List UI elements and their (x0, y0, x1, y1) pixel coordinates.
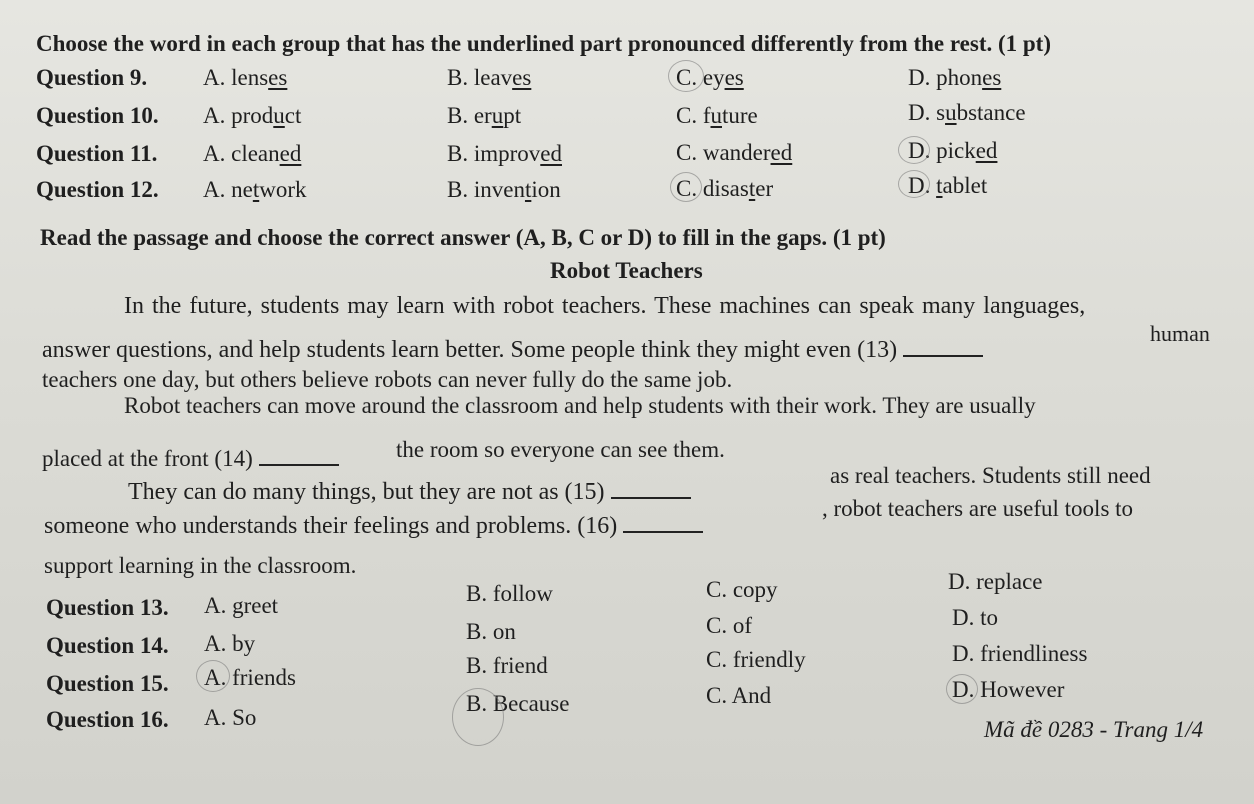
option-c: C. wandered (676, 140, 793, 165)
option-c: C. disaster (676, 176, 774, 201)
instruction-pronunciation: Choose the word in each group that has the underlined part pronounced differently from the rest. (1 pt) (36, 31, 1051, 56)
option-a: A. lenses (203, 65, 288, 90)
passage-line: Robot teachers can move around the classroom and help students with their work. They are usually (124, 393, 1036, 418)
option-d: D. substance (908, 100, 1026, 125)
option-d: D. to (952, 605, 998, 630)
gap-16 (623, 513, 703, 533)
option-a: A. friends (204, 665, 296, 690)
passage-line: teachers one day, but others believe robots can never fully do the same job. (42, 367, 733, 392)
passage-line: the room so everyone can see them. (396, 437, 725, 462)
gap-14 (259, 446, 339, 466)
option-b: B. Because (466, 691, 570, 716)
option-b: B. follow (466, 581, 553, 606)
option-a: A. network (203, 177, 307, 202)
option-a: A. by (204, 631, 256, 656)
gap-15 (611, 479, 691, 499)
question-label: Question 15. (46, 671, 169, 696)
passage-title: Robot Teachers (550, 258, 703, 283)
option-b: B. friend (466, 653, 548, 678)
option-d: D. friendliness (952, 641, 1088, 666)
question-label: Question 16. (46, 707, 169, 732)
option-d: D. However (952, 677, 1065, 702)
passage-line: someone who understands their feelings and problems. (16) (44, 512, 709, 540)
passage-line: placed at the front (14) (42, 445, 345, 473)
option-d: D. picked (908, 138, 998, 163)
passage-line: , robot teachers are useful tools to (822, 496, 1134, 521)
passage-line: human (1150, 321, 1210, 346)
passage-line: They can do many things, but they are not as (15) (128, 478, 697, 506)
option-c: C. copy (706, 577, 778, 602)
passage-line: answer questions, and help students learn better. Some people think they might even (13) (42, 336, 989, 364)
question-label: Question 11. (36, 141, 158, 166)
passage-line: In the future, students may learn with robot teachers. These machines can speak many languages, (124, 293, 1086, 319)
option-a: A. cleaned (203, 141, 302, 166)
option-c: C. And (706, 683, 772, 708)
option-a: A. So (204, 705, 257, 730)
option-b: B. leaves (447, 65, 532, 90)
passage-line: support learning in the classroom. (44, 553, 357, 578)
option-d: D. tablet (908, 173, 988, 198)
option-b: B. on (466, 619, 516, 644)
question-label: Question 9. (36, 65, 148, 90)
option-b: B. invention (447, 177, 561, 202)
instruction-reading: Read the passage and choose the correct answer (A, B, C or D) to fill in the gaps. (1 pt) (40, 225, 886, 250)
question-label: Question 14. (46, 633, 169, 658)
option-a: A. greet (204, 593, 279, 618)
gap-13 (903, 337, 983, 357)
option-d: D. phones (908, 65, 1002, 90)
option-c: C. future (676, 103, 758, 128)
option-c: C. eyes (676, 65, 744, 90)
option-d: D. replace (948, 569, 1043, 594)
question-label: Question 10. (36, 103, 159, 128)
question-label: Question 13. (46, 595, 169, 620)
page-footer: Mã đề 0283 - Trang 1/4 (984, 717, 1204, 742)
option-a: A. product (203, 103, 302, 128)
option-c: C. of (706, 613, 752, 638)
option-b: B. improved (447, 141, 562, 166)
option-c: C. friendly (706, 647, 806, 672)
option-b: B. erupt (447, 103, 522, 128)
passage-line: as real teachers. Students still need (830, 463, 1151, 488)
question-label: Question 12. (36, 177, 159, 202)
